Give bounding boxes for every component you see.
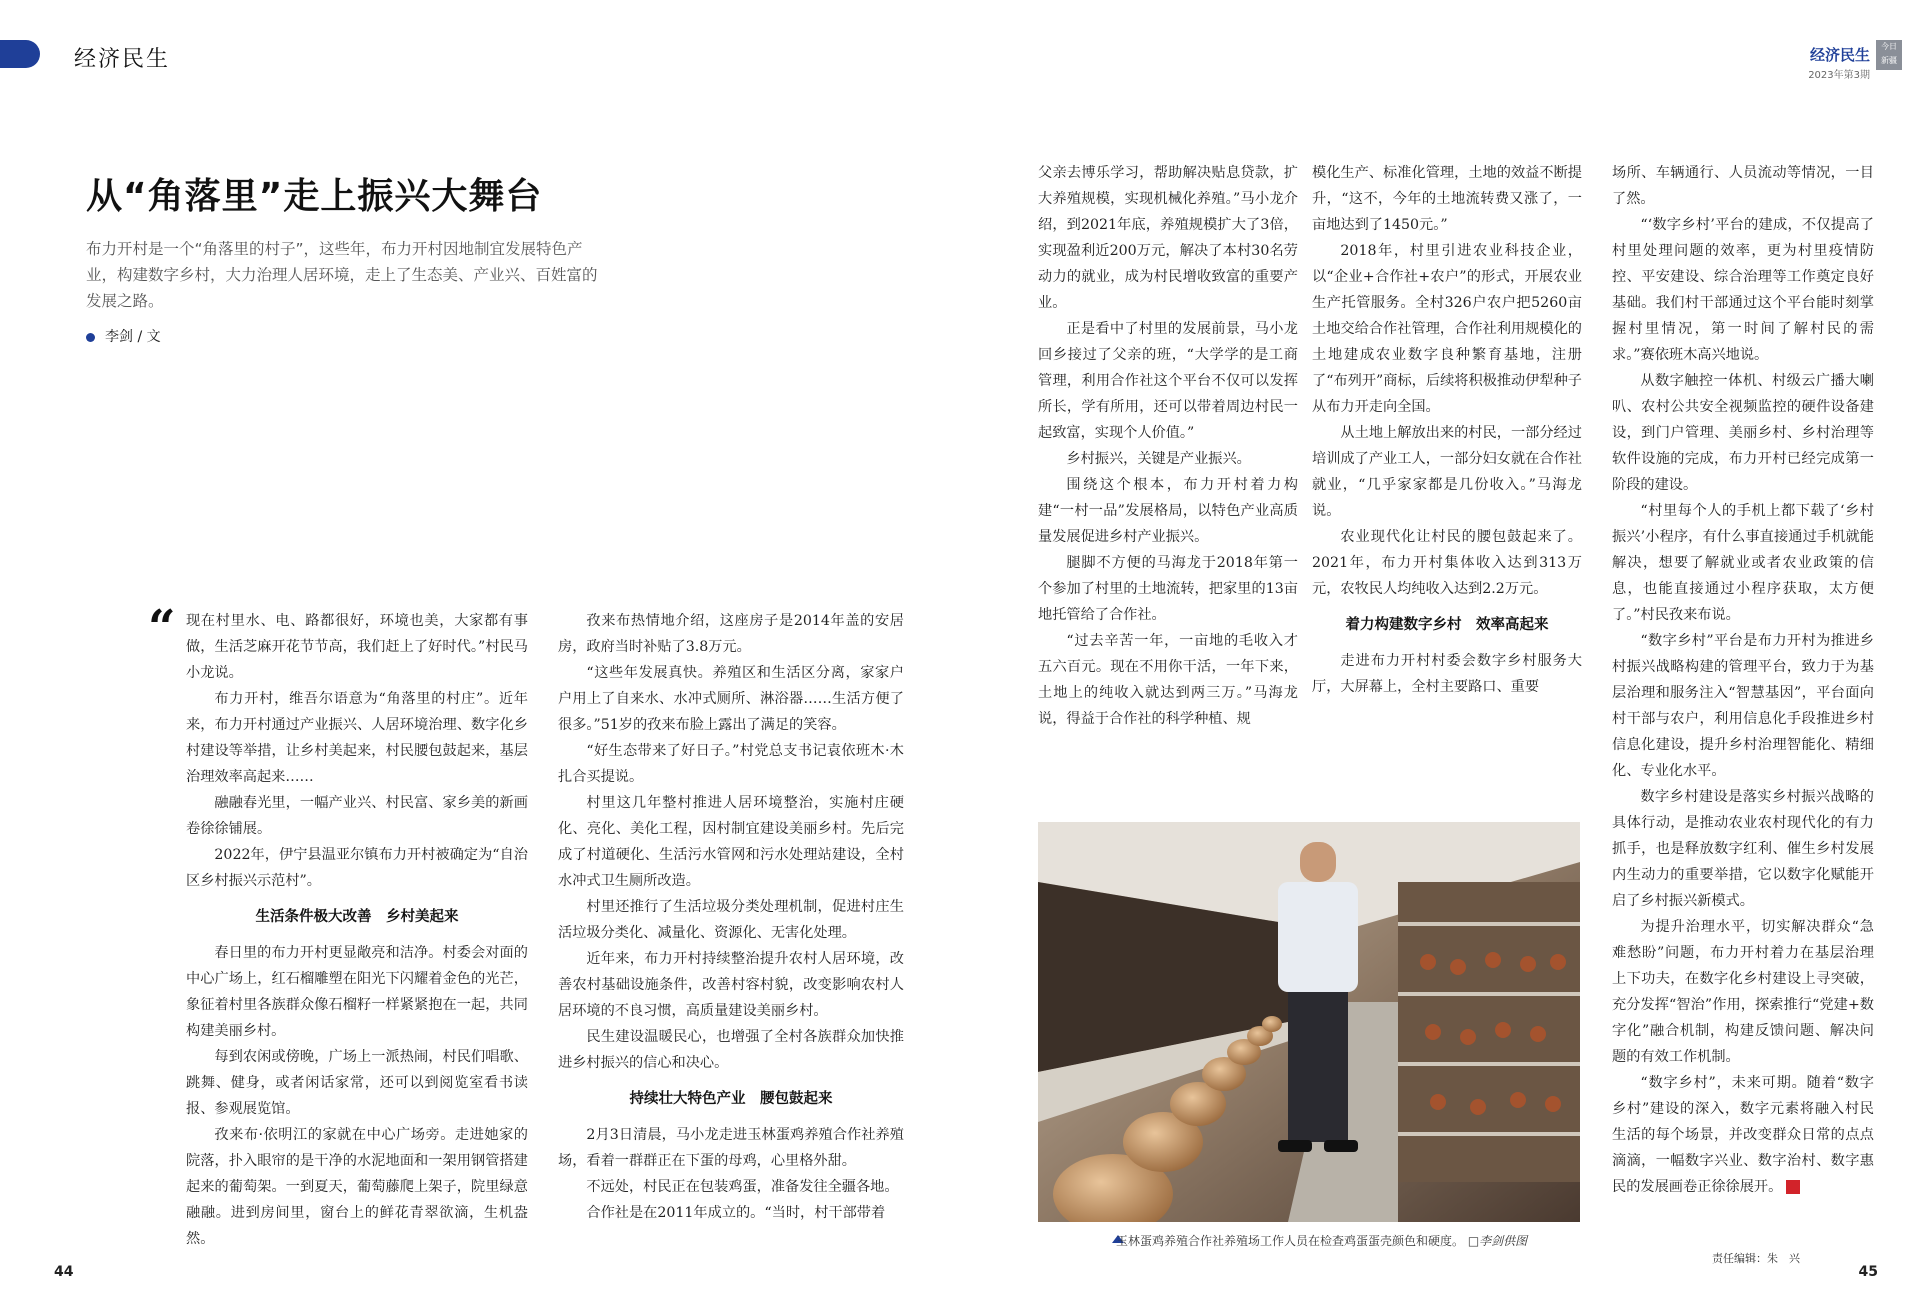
paragraph: 布力开村，维吾尔语意为“角落里的村庄”。近年来，布力开村通过产业振兴、人居环境治理、数字化乡村建设等举措，让乡村美起来，村民腰包鼓起来，基层治理效率高起来…… — [186, 691, 528, 785]
paragraph: 从土地上解放出来的村民，一部分经过培训成了产业工人，一部分妇女就在合作社就业，“几乎家家都是几份收入。”马海龙说。 — [1312, 425, 1582, 519]
paragraph: 民生建设温暖民心，也增强了全村各族群众加快推进乡村振兴的信心和决心。 — [558, 1029, 904, 1071]
paragraph: 每到农闲或傍晚，广场上一派热闹，村民们唱歌、跳舞、健身，或者闲话家常，还可以到阅览室看书读报、参观展览馆。 — [186, 1049, 528, 1117]
paragraph: 村里这几年整村推进人居环境整治，实施村庄硬化、亮化、美化工程，因村制宜建设美丽乡村。先后完成了村道硬化、生活污水管网和污水处理站建设，全村水冲式卫生厕所改造。 — [558, 795, 904, 889]
editor-credit: 责任编辑：朱 兴 — [1712, 1252, 1800, 1265]
paragraph: 父亲去博乐学习，帮助解决贴息贷款，扩大养殖规模，实现机械化养殖。”马小龙介绍，到2021年底，养殖规模扩大了3倍，实现盈利近200万元，解决了本村30名劳动力的就业，成为村民增收致富的重要产业。 — [1038, 165, 1298, 311]
article-title: 从“角落里”走上振兴大舞台 — [86, 176, 543, 217]
worker-head — [1300, 842, 1336, 882]
paragraph: 孜来布热情地介绍，这座房子是2014年盖的安居房，政府当时补贴了3.8万元。 — [558, 613, 904, 655]
paragraph: 现在村里水、电、路都很好，环境也美，大家都有事做，生活芝麻开花节节高，我们赶上了好时代。”村民马小龙说。 — [186, 613, 528, 681]
text-column-1 — [148, 600, 528, 1252]
paragraph: “村里每个人的手机上都下载了‘乡村振兴’小程序，有什么事直接通过手机就能解决，想要了解就业或者农业政策的信息，也能直接通过小程序获取，太方便了。”村民孜来布说。 — [1612, 503, 1874, 623]
paragraph: 近年来，布力开村持续整治提升农村人居环境，改善农村基础设施条件，改善村容村貌，改变影响农村人居环境的不良习惯，高质量建设美丽乡村。 — [558, 951, 904, 1019]
paragraph: 模化生产、标准化管理，土地的效益不断提升，“这不，今年的土地流转费又涨了，一亩地达到了1450元。” — [1312, 165, 1582, 233]
paragraph: 围绕这个根本，布力开村着力构建“一村一品”发展格局，以特色产业高质量发展促进乡村产业振兴。 — [1038, 477, 1298, 545]
magazine-brand — [1808, 42, 1897, 81]
subheading: 着力构建数字乡村 效率高起来 — [1345, 617, 1549, 633]
paragraph: 村里还推行了生活垃圾分类处理机制，促进村庄生活垃圾分类化、减量化、资源化、无害化处理。 — [558, 899, 904, 941]
poultry-farm-photo-illustration — [1038, 822, 1580, 1222]
paragraph: 场所、车辆通行、人员流动等情况，一目了然。 — [1612, 165, 1874, 207]
text-column-4 — [1312, 160, 1582, 700]
paragraph: 农业现代化让村民的腰包鼓起来了。2021年，布力开村集体收入达到313万元，农牧民人均纯收入达到2.2万元。 — [1312, 529, 1582, 597]
paragraph — [1612, 1070, 1874, 1200]
paragraph: 2018年，村里引进农业科技企业，以“企业+合作社+农户”的形式，开展农业生产托管服务。全村326户农户把5260亩土地交给合作社管理，合作社利用规模化的土地建成农业数字良种繁育基地，注册了“布列开”商标，后续将积极推动伊犁种子从布力开走向全国。 — [1312, 243, 1582, 415]
brand-logo-box: 今日 新疆 — [1876, 40, 1902, 70]
article-lead: 布力开村是一个“角落里的村子”，这些年，布力开村因地制宜发展特色产业，构建数字乡村，大力治理人居环境，走上了生态美、产业兴、百姓富的发展之路。 — [86, 240, 598, 310]
subheading: 持续壮大特色产业 腰包鼓起来 — [629, 1091, 833, 1107]
paragraph: 正是看中了村里的发展前景，马小龙回乡接过了父亲的班，“大学学的是工商管理，利用合作社这个平台不仅可以发挥所长，学有所用，还可以带着周边村民一起致富，实现个人价值。” — [1038, 321, 1298, 441]
article-end-mark-icon — [1786, 1180, 1800, 1194]
paragraph: 2022年，伊宁县温亚尔镇布力开村被确定为“自治区乡村振兴示范村”。 — [186, 847, 528, 889]
page-number-left: 44 — [54, 1264, 74, 1280]
photo-credit: □李剑供图 — [1467, 1234, 1528, 1248]
page-number-right: 45 — [1858, 1264, 1878, 1280]
section-title: 经济民生 — [74, 47, 171, 72]
paragraph: “这些年发展真快。养殖区和生活区分离，家家户户用上了自来水、水冲式厕所、淋浴器……生活方便了很多。”51岁的孜来布脸上露出了满足的笑容。 — [558, 665, 904, 733]
paragraph: 孜来布·依明江的家就在中心广场旁。走进她家的院落，扑入眼帘的是干净的水泥地面和一架用钢管搭建起来的葡萄架。一到夏天，葡萄藤爬上架子，院里绿意融融。进到房间里，窗台上的鲜花青翠欲滴，生机盎然。 — [186, 1127, 528, 1247]
byline-dot-icon — [86, 333, 95, 342]
paragraph: 合作社是在2011年成立的。“当时，村干部带着 — [586, 1205, 886, 1221]
paragraph: 从数字触控一体机、村级云广播大喇叭、农村公共安全视频监控的硬件设备建设，到门户管理、美丽乡村、乡村治理等软件设施的完成，布力开村已经完成第一阶段的建设。 — [1612, 373, 1874, 493]
photo-caption — [1116, 1232, 1527, 1249]
paragraph: “‘数字乡村’平台的建成，不仅提高了村里处理问题的效率，更为村里疫情防控、平安建设、综合治理等工作奠定良好基础。我们村干部通过这个平台能时刻掌握村里情况，第一时间了解村民的需求。”赛依班木高兴地说。 — [1612, 217, 1874, 363]
issue-label: 2023年第3期 — [1808, 70, 1870, 81]
paragraph: 不远处，村民正在包装鸡蛋，准备发往全疆各地。 — [586, 1179, 899, 1195]
paragraph: 走进布力开村村委会数字乡村服务大厅，大屏幕上，全村主要路口、重要 — [1312, 653, 1582, 695]
author-name: 李剑 / 文 — [105, 329, 161, 345]
section-tab-marker — [0, 40, 40, 68]
article-photo — [1038, 822, 1580, 1222]
paragraph: “数字乡村”平台是布力开村为推进乡村振兴战略构建的管理平台，致力于为基层治理和服务注入“智慧基因”，平台面向村干部与农户，利用信息化手段推进乡村信息化建设，提升乡村治理智能化、精细化、专业化水平。 — [1612, 633, 1874, 779]
subheading: 生活条件极大改善 乡村美起来 — [255, 909, 459, 925]
paragraph: 2月3日清晨，马小龙走进玉林蛋鸡养殖合作社养殖场，看着一群群正在下蛋的母鸡，心里格外甜。 — [558, 1127, 904, 1169]
paragraph: “过去辛苦一年，一亩地的毛收入才五六百元。现在不用你干活，一年下来，土地上的纯收入就达到两三万。”马海龙说，得益于合作社的科学种植、规 — [1038, 633, 1298, 727]
paragraph: “好生态带来了好日子。”村党总支书记袁依班木·木扎合买提说。 — [558, 743, 904, 785]
paragraph: 腿脚不方便的马海龙于2018年第一个参加了村里的土地流转，把家里的13亩地托管给了合作社。 — [1038, 555, 1298, 623]
caption-text: 玉林蛋鸡养殖合作社养殖场工作人员在检查鸡蛋蛋壳颜色和硬度。 — [1116, 1234, 1465, 1248]
paragraph: 乡村振兴，关键是产业振兴。 — [1066, 451, 1251, 467]
quote-mark-icon: “ — [148, 600, 176, 656]
paragraph-text: “数字乡村”，未来可期。随着“数字乡村”建设的深入，数字元素将融入村民生活的每个场景，并改变群众日常的点点滴滴，一幅数字兴业、数字治村、数字惠民的发展画卷正徐徐展开。 — [1612, 1075, 1874, 1195]
text-column-5 — [1612, 160, 1874, 1200]
text-column-3 — [1038, 160, 1298, 732]
author-byline — [86, 326, 161, 346]
text-column-2 — [558, 608, 904, 1226]
brand-name: 经济民生 — [1809, 46, 1870, 64]
paragraph: 为提升治理水平，切实解决群众“急难愁盼”问题，布力开村着力在基层治理上下功夫，在数字化乡村建设上寻突破，充分发挥“智治”作用，探索推行“党建+数字化”融合机制，构建反馈问题、解决问题的有效工作机制。 — [1612, 919, 1874, 1065]
paragraph: 数字乡村建设是落实乡村振兴战略的具体行动，是推动农业农村现代化的有力抓手，也是释放数字红利、催生乡村发展内生动力的重要举措，它以数字化赋能开启了乡村振兴新模式。 — [1612, 789, 1874, 909]
paragraph: 春日里的布力开村更显敞亮和洁净。村委会对面的中心广场上，红石榴雕塑在阳光下闪耀着金色的光芒，象征着村里各族群众像石榴籽一样紧紧抱在一起，共同构建美丽乡村。 — [186, 945, 528, 1039]
paragraph: 融融春光里，一幅产业兴、村民富、家乡美的新画卷徐徐铺展。 — [186, 795, 528, 837]
